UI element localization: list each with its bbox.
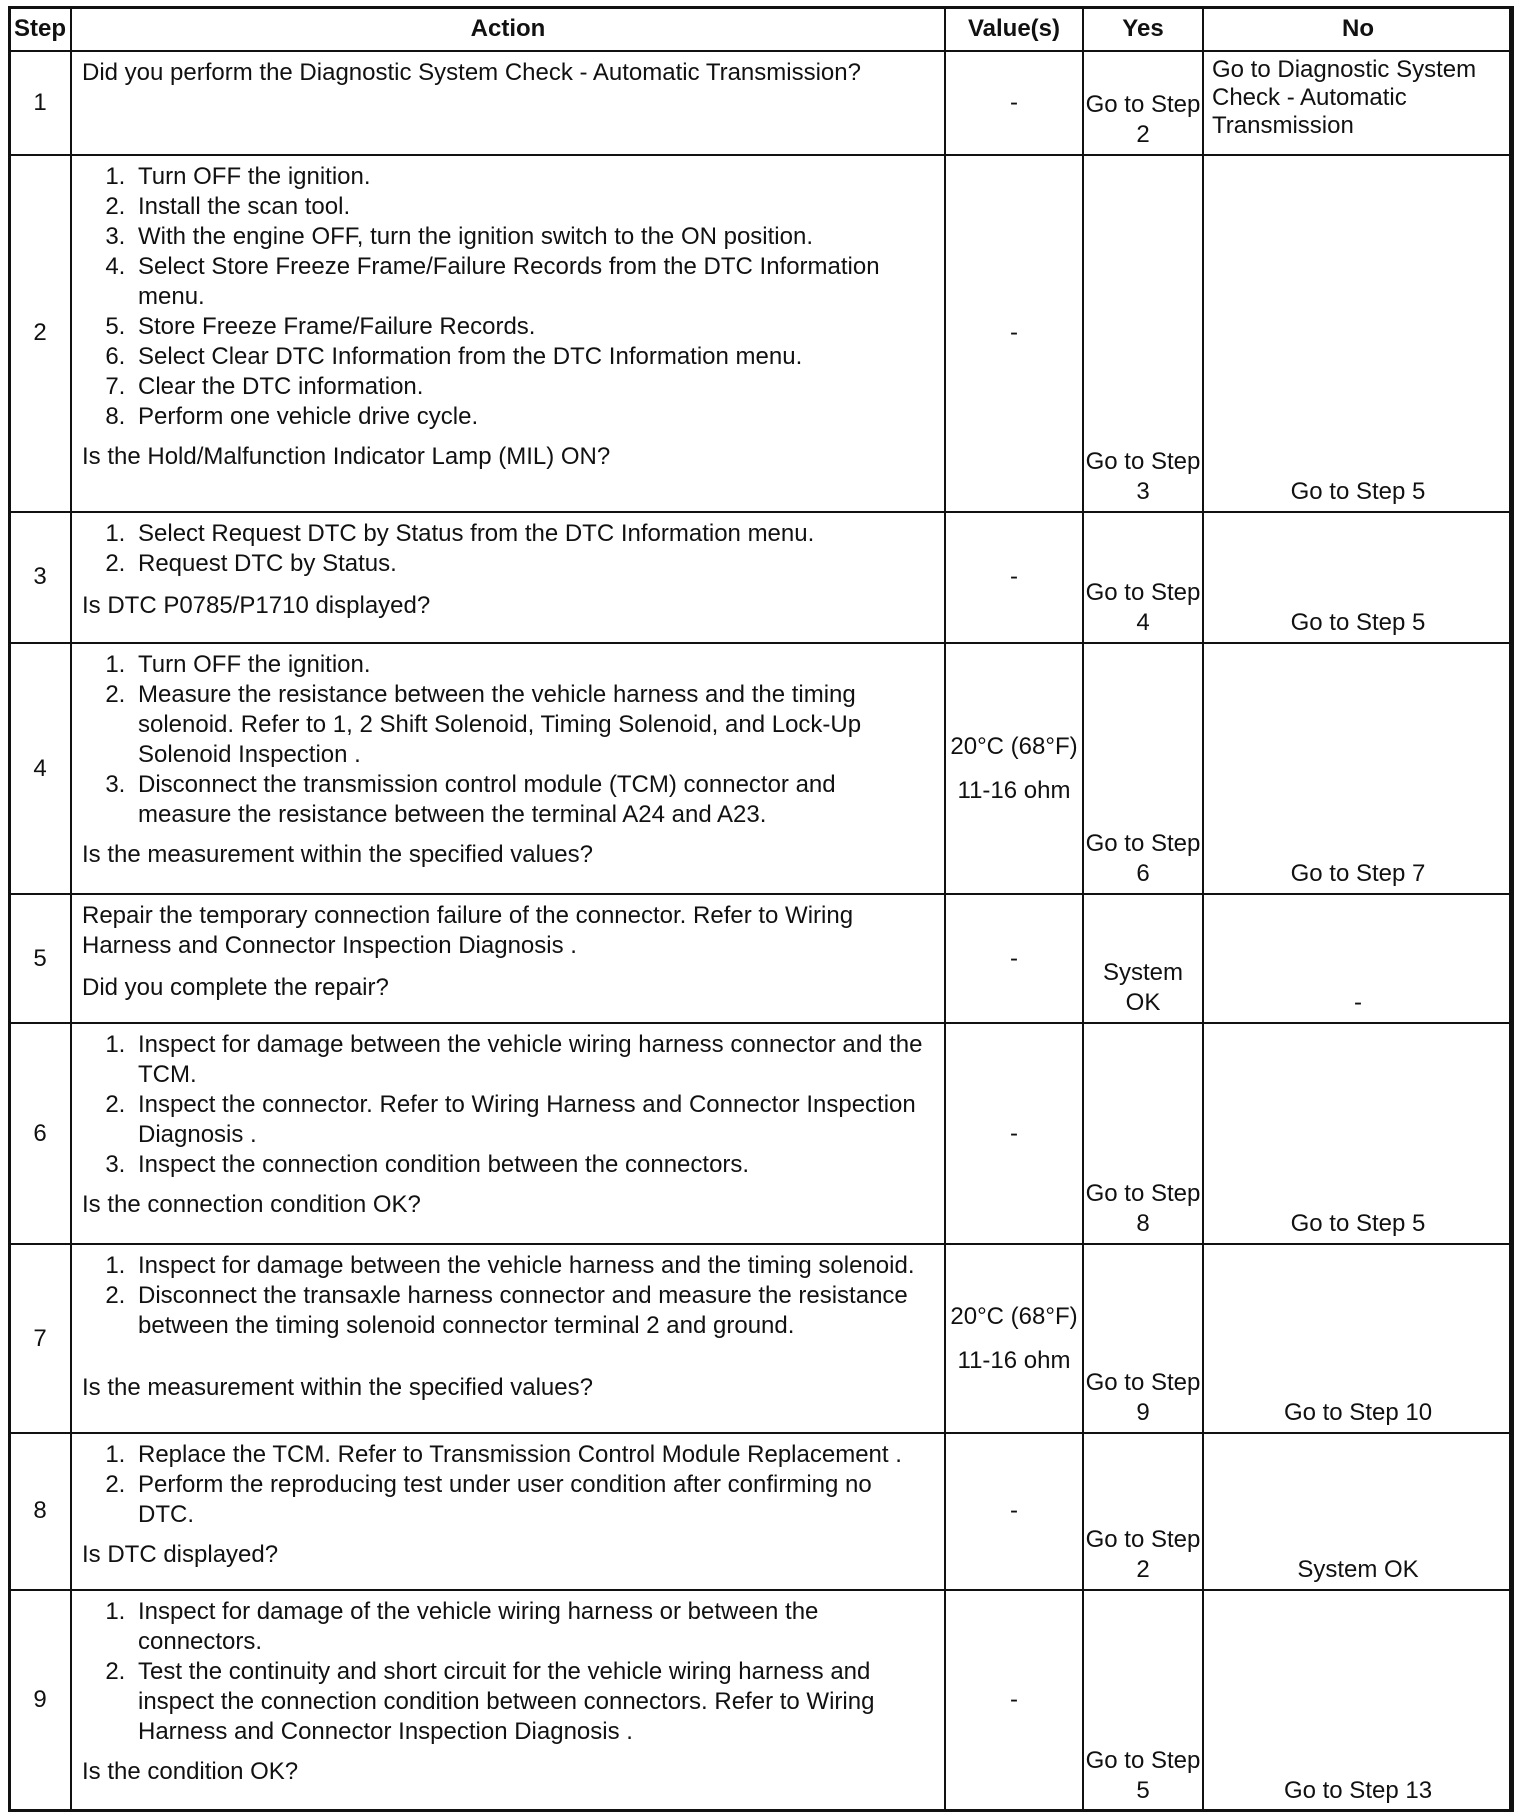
- action-question: Is the measurement within the specified values?: [82, 1374, 593, 1402]
- action-step-item: 6. Select Clear DTC Information from the DTC Information menu.: [132, 342, 934, 372]
- value-resistance: 11-16 ohm: [957, 776, 1071, 804]
- table-frame: [8, 6, 1512, 1812]
- action-question: Is the condition OK?: [82, 1757, 299, 1785]
- action-intro: Did you perform the Diagnostic System Check - Automatic Transmission?: [82, 59, 861, 86]
- action-step-item: 2. Perform the reproducing test under user condition after confirming no DTC.: [132, 1470, 934, 1530]
- value-text: -: [1010, 1119, 1018, 1147]
- action-step-item: 2. Inspect the connector. Refer to Wiring Harness and Connector Inspection Diagnosis .: [132, 1090, 934, 1150]
- action-step-item: 2. Request DTC by Status.: [132, 549, 934, 579]
- yes-cell: Go to Step 9: [1083, 1244, 1203, 1433]
- value-text: -: [1010, 944, 1018, 972]
- no-cell: Go to Step 13: [1203, 1590, 1513, 1811]
- yes-cell: Go to Step 5: [1083, 1590, 1203, 1811]
- action-step-item: 5. Store Freeze Frame/Failure Records.: [132, 312, 934, 342]
- value-text: 20°C (68°F): [950, 1302, 1078, 1330]
- action-step-item: 7. Clear the DTC information.: [132, 372, 934, 402]
- step-number: 6: [9, 1023, 71, 1244]
- action-question: Is DTC displayed?: [82, 1541, 279, 1569]
- no-cell: Go to Step 5: [1203, 512, 1513, 643]
- step-number: 1: [9, 51, 71, 155]
- action-intro: Repair the temporary connection failure of the connector. Refer to Wiring Harness and Connector Inspection Diagnosis .: [82, 902, 854, 960]
- value-text: 20°C (68°F): [950, 732, 1078, 760]
- header-action: Action: [71, 7, 945, 51]
- yes-cell: Go to Step 3: [1083, 155, 1203, 512]
- step-number: 7: [9, 1244, 71, 1433]
- action-step-item: 2. Disconnect the transaxle harness connector and measure the resistance between the timing solenoid connector terminal 2 and ground.: [132, 1281, 934, 1341]
- step-number: 2: [9, 155, 71, 512]
- action-step-item: 2. Install the scan tool.: [132, 192, 934, 222]
- action-step-item: 1. Inspect for damage of the vehicle wiring harness or between the connectors.: [132, 1597, 934, 1657]
- step-number: 9: [9, 1590, 71, 1811]
- action-step-item: 2. Test the continuity and short circuit for the vehicle wiring harness and inspect the connection condition between connectors. Refer to Wiring Harness and Connector Inspection Diagnosis .: [132, 1657, 934, 1747]
- action-step-item: 1. Select Request DTC by Status from the DTC Information menu.: [132, 519, 934, 549]
- yes-cell: Go to Step 6: [1083, 643, 1203, 894]
- step-number: 8: [9, 1433, 71, 1590]
- yes-cell: Go to Step 8: [1083, 1023, 1203, 1244]
- value-text: -: [1010, 563, 1018, 591]
- no-cell: -: [1203, 894, 1513, 1023]
- action-step-item: 1. Turn OFF the ignition.: [132, 162, 934, 192]
- yes-cell: Go to Step 2: [1083, 51, 1203, 155]
- action-step-item: 3. Inspect the connection condition between the connectors.: [132, 1150, 934, 1180]
- header-values: Value(s): [945, 7, 1083, 51]
- action-step-item: 2. Measure the resistance between the vehicle harness and the timing solenoid. Refer to 1, 2 Shift Solenoid, Timing Solenoid, and Lock-Up Solenoid Inspection .: [132, 680, 934, 770]
- no-cell: Go to Step 5: [1203, 1023, 1513, 1244]
- value-text: -: [1010, 319, 1018, 347]
- header-no: No: [1203, 7, 1513, 51]
- action-step-item: 1. Inspect for damage between the vehicle wiring harness connector and the TCM.: [132, 1030, 934, 1090]
- action-step-item: 1. Replace the TCM. Refer to Transmission Control Module Replacement .: [132, 1440, 934, 1470]
- value-text: -: [1010, 88, 1018, 116]
- action-question: Did you complete the repair?: [82, 974, 389, 1002]
- action-question: Is the Hold/Malfunction Indicator Lamp (MIL) ON?: [82, 442, 611, 470]
- yes-cell: Go to Step 2: [1083, 1433, 1203, 1590]
- action-question: Is the measurement within the specified values?: [82, 841, 593, 869]
- step-number: 3: [9, 512, 71, 643]
- step-number: 5: [9, 894, 71, 1023]
- no-cell: Go to Step 7: [1203, 643, 1513, 894]
- yes-cell: Go to Step 4: [1083, 512, 1203, 643]
- value-text: -: [1010, 1686, 1018, 1714]
- action-step-item: 1. Turn OFF the ignition.: [132, 650, 934, 680]
- value-text: -: [1010, 1497, 1018, 1525]
- no-cell: Go to Step 10: [1203, 1244, 1513, 1433]
- yes-cell: System OK: [1083, 894, 1203, 1023]
- no-cell: System OK: [1203, 1433, 1513, 1590]
- action-step-item: 3. With the engine OFF, turn the ignition switch to the ON position.: [132, 222, 934, 252]
- no-cell: Go to Step 5: [1203, 155, 1513, 512]
- value-resistance: 11-16 ohm: [957, 1346, 1071, 1374]
- step-number: 4: [9, 643, 71, 894]
- header-step: Step: [9, 7, 71, 51]
- action-step-item: 4. Select Store Freeze Frame/Failure Records from the DTC Information menu.: [132, 252, 934, 312]
- action-question: Is the connection condition OK?: [82, 1191, 421, 1219]
- header-yes: Yes: [1083, 7, 1203, 51]
- no-cell: Go to Diagnostic System Check - Automatic Transmission: [1203, 51, 1513, 155]
- action-step-item: 3. Disconnect the transmission control module (TCM) connector and measure the resistance between the terminal A24 and A23.: [132, 770, 934, 830]
- action-step-item: 1. Inspect for damage between the vehicle harness and the timing solenoid.: [132, 1251, 934, 1281]
- action-step-item: 8. Perform one vehicle drive cycle.: [132, 402, 934, 432]
- action-question: Is DTC P0785/P1710 displayed?: [82, 591, 431, 619]
